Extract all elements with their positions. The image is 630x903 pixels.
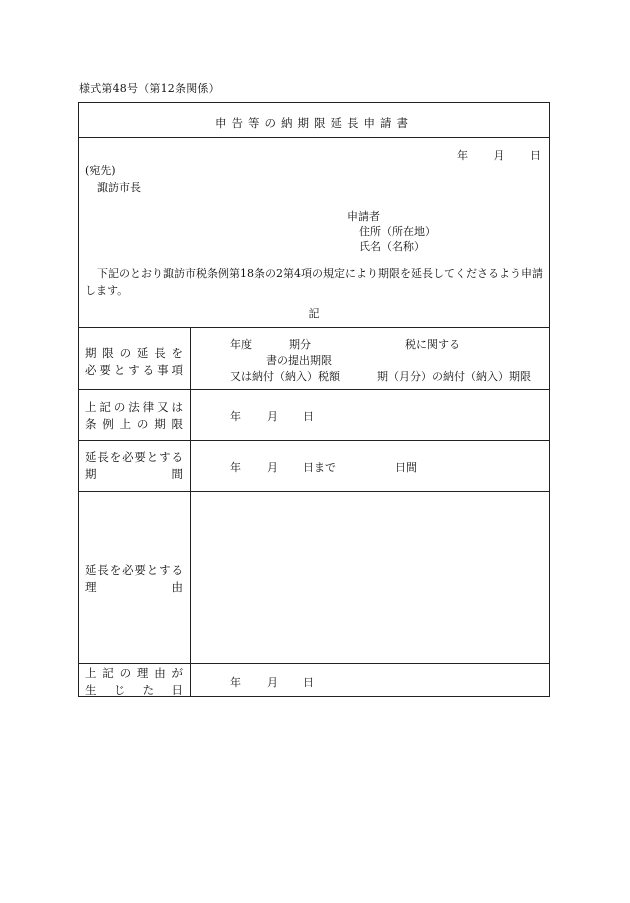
day-label: 日 — [530, 149, 541, 162]
application-form — [78, 102, 550, 697]
payment-deadline-field[interactable]: 期（月分）の納付（納入）期限 — [377, 370, 531, 383]
fiscal-year-field[interactable]: 年度 — [230, 338, 252, 351]
month-label: 月 — [267, 410, 278, 423]
statement-text: 下記のとおり諏訪市税条例第18条の2第4項の規定により期限を延長してくださるよう申請します。 — [85, 267, 543, 297]
year-label: 年 — [230, 410, 241, 423]
divider — [79, 491, 549, 492]
tax-type-field[interactable]: 税に関する — [405, 338, 460, 351]
extension-days-field[interactable]: 日間 — [395, 461, 417, 474]
until-label: 日まで — [303, 461, 336, 474]
divider — [79, 440, 549, 441]
day-label: 日 — [303, 676, 314, 689]
form-number: 様式第48号（第12条関係） — [79, 82, 220, 95]
addressee-name: 諏訪市長 — [97, 181, 141, 194]
month-label: 月 — [267, 676, 278, 689]
period-field[interactable]: 期分 — [289, 338, 311, 351]
legal-deadline-date[interactable] — [230, 408, 314, 424]
tax-amount-field[interactable]: 又は納付（納入）税額 — [230, 370, 340, 383]
reason-field[interactable] — [192, 493, 548, 661]
year-label: 年 — [457, 149, 468, 162]
filing-deadline-text: 書の提出期限 — [266, 354, 332, 367]
ki-marker: 記 — [308, 307, 320, 320]
divider — [79, 389, 549, 390]
day-label: 日 — [303, 410, 314, 423]
label-extension-item: 期限の延長を 必要とする事項 — [85, 346, 183, 377]
applicant-address[interactable]: 住所（所在地） — [359, 225, 436, 238]
month-label: 月 — [493, 149, 505, 162]
application-date[interactable] — [457, 147, 541, 163]
form-title: 申告等の納期限延長申請書 — [215, 116, 413, 130]
month-label: 月 — [267, 461, 278, 474]
applicant-name[interactable]: 氏名（名称） — [359, 240, 425, 253]
label-legal-deadline: 上記の法律又は 条例上の期限 — [85, 400, 183, 431]
column-divider — [190, 327, 191, 696]
label-extension-period: 延長を必要とする 期間 — [85, 450, 183, 481]
label-reason-date: 上記の理由が 生じた日 — [85, 666, 183, 697]
label-extension-reason: 延長を必要とする 理由 — [85, 563, 183, 594]
applicant-label: 申請者 — [347, 210, 380, 223]
year-label: 年 — [230, 461, 241, 474]
reason-occurred-date[interactable] — [230, 674, 314, 690]
divider — [79, 327, 549, 328]
addressee-prefix: (宛先) — [85, 164, 116, 177]
year-label: 年 — [230, 676, 241, 689]
divider — [79, 137, 549, 138]
divider — [79, 663, 549, 664]
extension-until-date[interactable] — [230, 459, 336, 475]
